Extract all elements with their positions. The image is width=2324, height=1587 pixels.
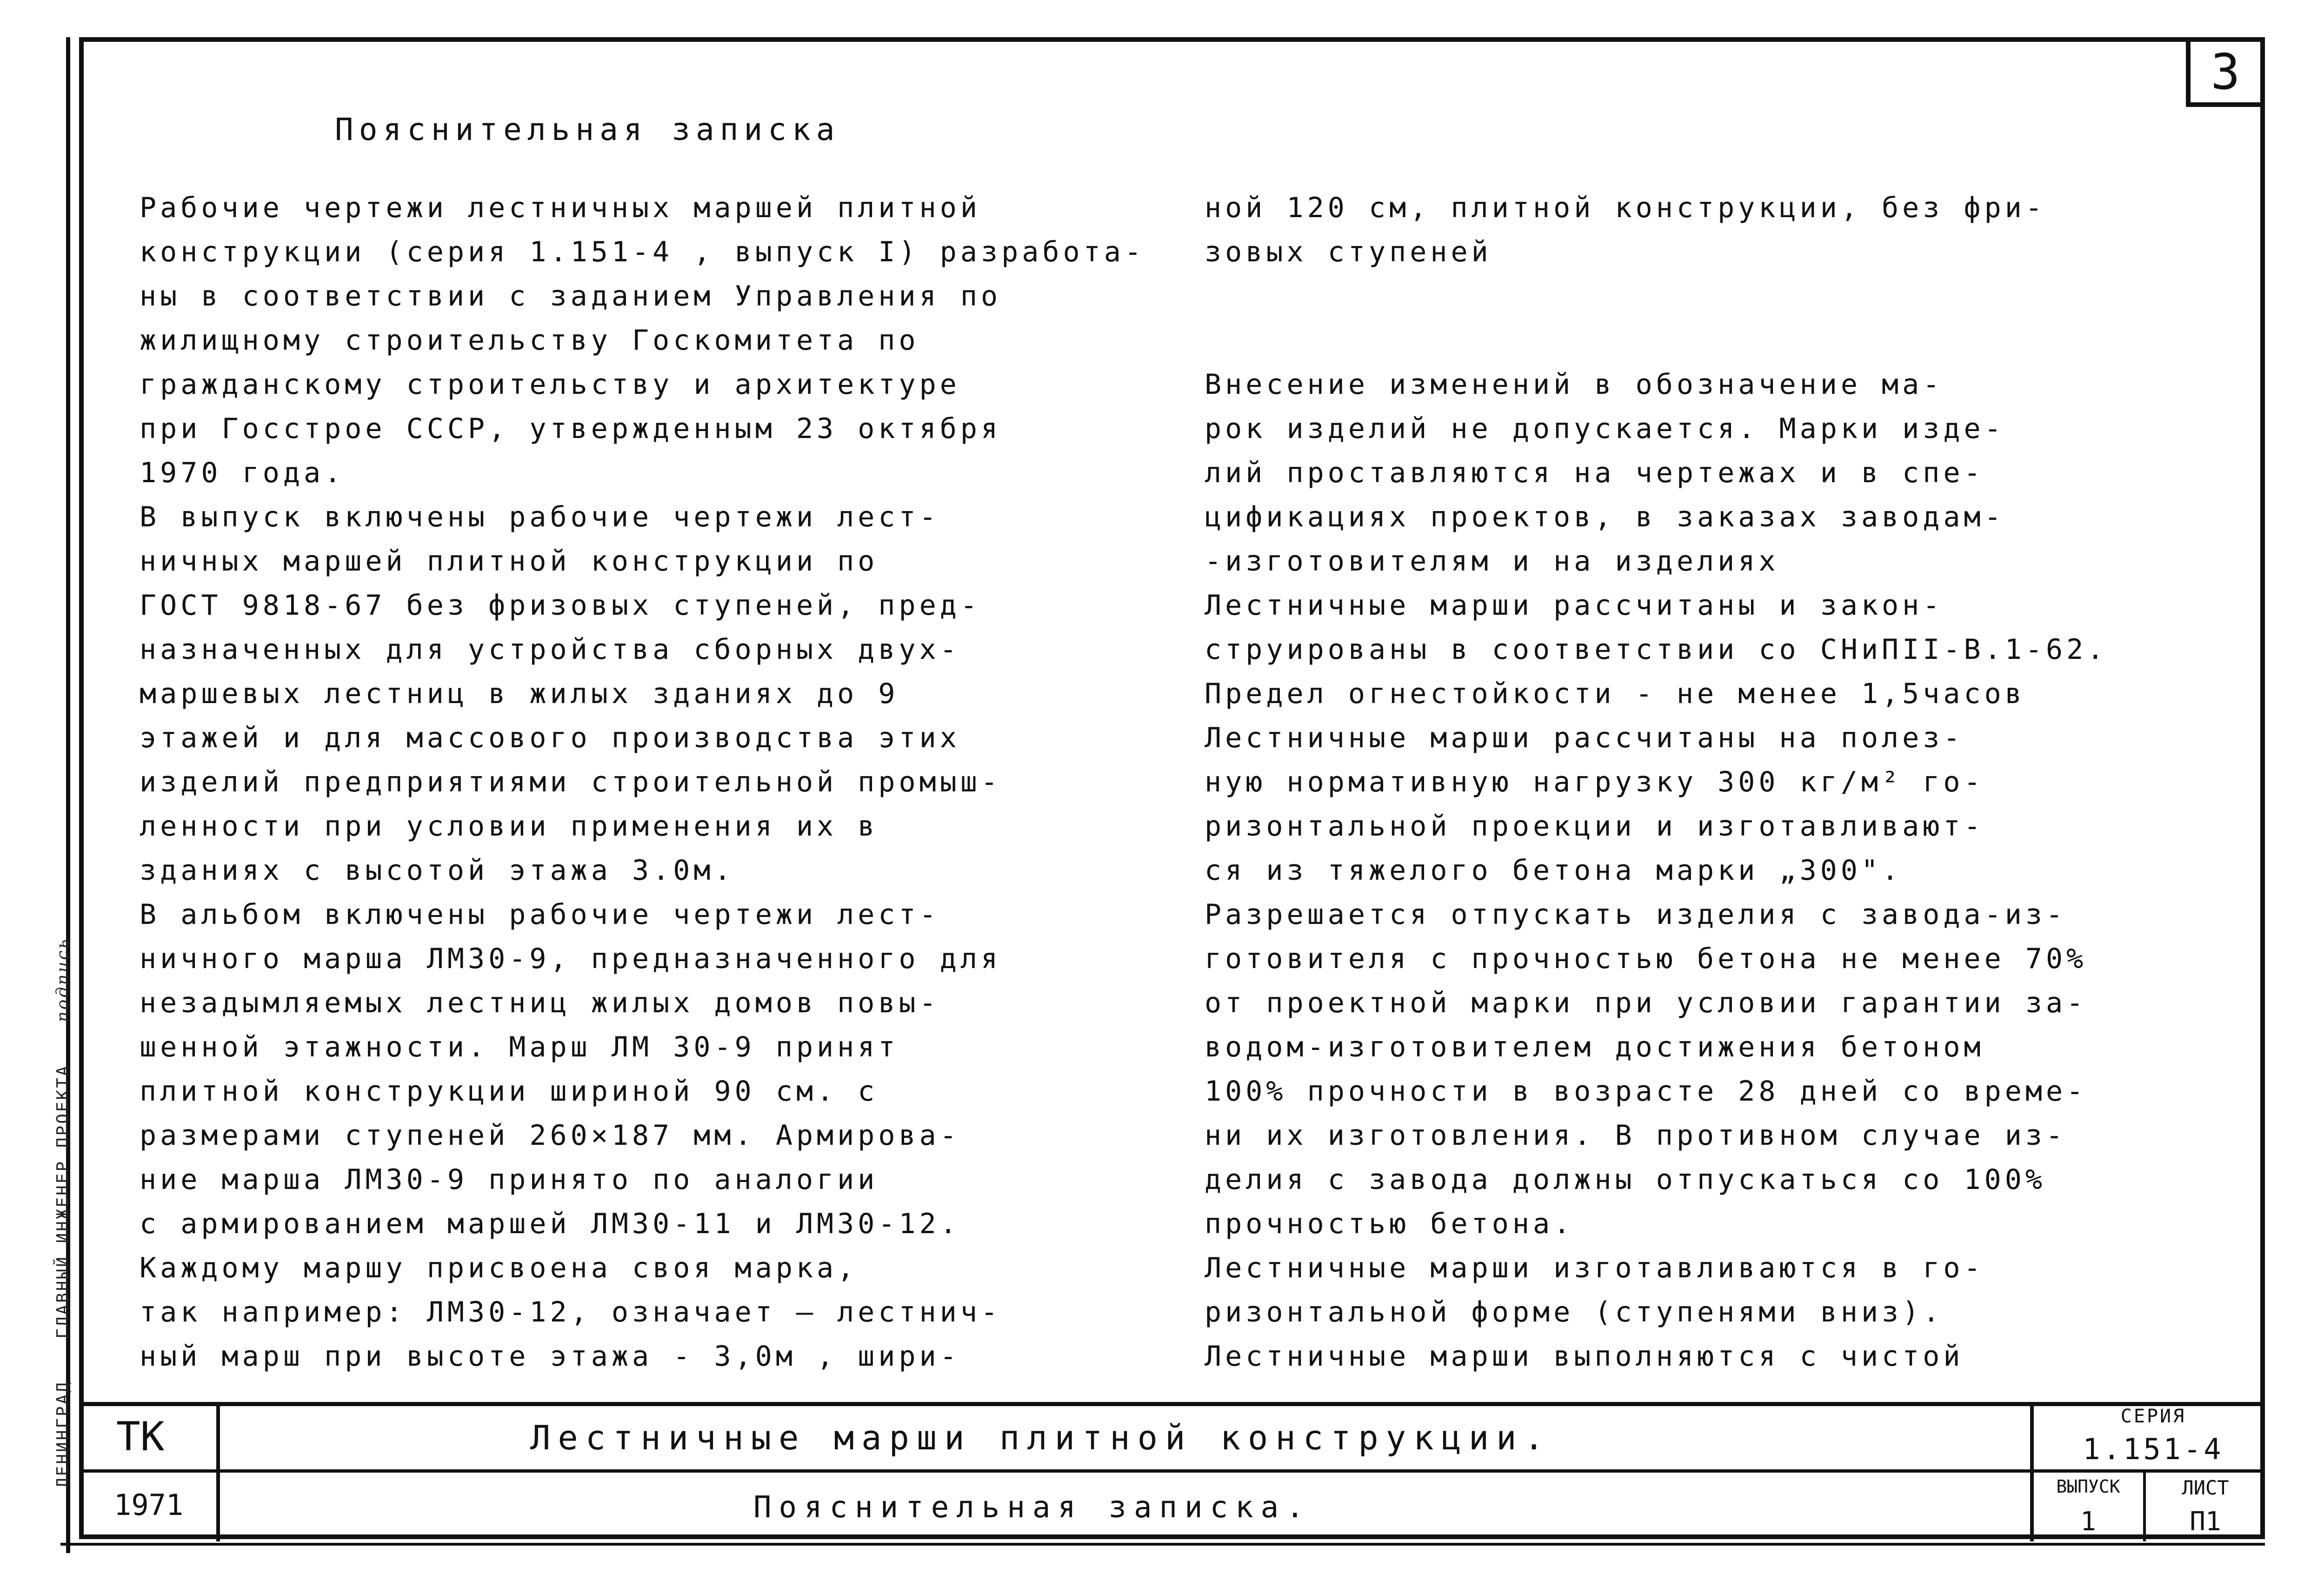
title-block-mid-rule	[79, 1469, 2265, 1473]
text-line: ный марш при высоте этажа - 3,0м , шири-	[140, 1340, 960, 1373]
text-line: Лестничные марши рассчитаны и закон-	[1205, 589, 1944, 622]
text-line: зовых ступеней	[1205, 236, 1492, 268]
title-block-subtitle: Пояснительная записка.	[753, 1490, 1312, 1525]
text-line: этажей и для массового производства этих	[140, 722, 960, 754]
text-line: ную нормативную нагрузку 300 кг/м² го-	[1205, 766, 1984, 798]
text-line: шенной этажности. Марш ЛМ 30-9 принят	[140, 1031, 899, 1063]
title-block-title: Лестничные марши плитной конструкции.	[530, 1418, 1552, 1457]
text-line: ны в соответствии с заданием Управления по	[140, 280, 1002, 312]
text-line: незадымляемых лестниц жилых домов повы-	[140, 987, 940, 1019]
stamp-org: ГЛАВНЫЙ ИНЖЕНЕР ПРОЕКТА	[53, 1064, 73, 1339]
issue-value: 1	[2080, 1507, 2096, 1537]
text-line	[1205, 274, 2228, 319]
title-block-top-rule	[79, 1402, 2265, 1406]
page-title: Пояснительная записка	[335, 112, 840, 147]
sheet-number: 3	[2211, 44, 2240, 100]
text-line: ленности при условии применения их в	[140, 810, 879, 843]
issue-label: ВЫПУСК	[2056, 1476, 2120, 1497]
text-line: Лестничные марши рассчитаны на полез-	[1205, 722, 1964, 754]
title-block-divider	[216, 1402, 220, 1541]
text-line	[1205, 319, 2228, 363]
text-line: от проектной марки при условии гарантии за-	[1205, 987, 2087, 1019]
text-line: ной 120 см, плитной конструкции, без фри-	[1205, 192, 2046, 224]
text-line: при Госстрое СССР, утвержденным 23 октября	[140, 412, 1002, 445]
text-line: конструкции (серия 1.151-4 , выпуск I) разработа-	[140, 236, 1145, 268]
text-line: 1970 года.	[140, 457, 345, 489]
text-line: ГОСТ 9818-67 без фризовых ступеней, пред-	[140, 589, 981, 622]
text-line: ризонтальной форме (ступенями вниз).	[1205, 1296, 1944, 1328]
text-line: водом-изготовителем достижения бетоном	[1205, 1031, 1984, 1063]
text-line: Предел огнестойкости - не менее 1,5часов	[1205, 677, 2025, 710]
text-line: цификациях проектов, в заказах заводам-	[1205, 501, 2005, 533]
text-line: лий проставляются на чертежах и в спе-	[1205, 457, 1984, 489]
text-line: Разрешается отпускать изделия с завода-из-	[1205, 898, 2067, 931]
series-label: СЕРИЯ	[2120, 1406, 2186, 1427]
text-line: назначенных для устройства сборных двух-	[140, 633, 960, 666]
text-line: ни их изготовления. В противном случае из-	[1205, 1119, 2067, 1152]
sheet-label: ЛИСТ	[2182, 1476, 2229, 1499]
text-line: 100% прочности в возрасте 28 дней со време-	[1205, 1075, 2087, 1108]
text-line: гражданскому строительству и архитектуре	[140, 368, 960, 401]
text-line: изделий предприятиями строительной промыш-	[140, 766, 1002, 798]
text-line: Каждому маршу присвоена своя марка,	[140, 1252, 858, 1284]
stamp-signature: подпись	[53, 937, 73, 1023]
text-line: ние марша ЛМ30-9 принято по аналогии	[140, 1163, 879, 1196]
right-text-column	[1205, 186, 2228, 1379]
text-line: ризонтальной проекции и изготавливают-	[1205, 810, 1984, 843]
title-block-year: 1971	[114, 1488, 184, 1522]
text-line: делия с завода должны отпускаться со 100%	[1205, 1163, 2046, 1196]
text-line: зданиях с высотой этажа 3.0м.	[140, 854, 735, 887]
text-line: Лестничные марши изготавливаются в го-	[1205, 1252, 1984, 1284]
text-line: -изготовителям и на изделиях	[1205, 545, 1779, 578]
left-text-column	[140, 186, 1163, 1379]
text-line: размерами ступеней 260×187 мм. Армирова-	[140, 1119, 960, 1152]
text-line: так например: ЛМ30-12, означает — лестнич-	[140, 1296, 1002, 1328]
text-line: ничного марша ЛМ30-9, предназначенного для	[140, 943, 1002, 975]
text-line: ся из тяжелого бетона марки „300".	[1205, 854, 1903, 887]
text-line: готовителя с прочностью бетона не менее 70%	[1205, 943, 2087, 975]
text-line: струированы в соответствии со СНиПII-В.1-62.	[1205, 633, 2108, 666]
text-line: ничных маршей плитной конструкции по	[140, 545, 879, 578]
bottom-rule	[60, 1543, 2265, 1546]
stamp-city: ЛЕНИНГРАД	[53, 1380, 73, 1488]
text-line: плитной конструкции шириной 90 см. с	[140, 1075, 879, 1108]
text-line: Рабочие чертежи лестничных маршей плитной	[140, 192, 981, 224]
text-line: В альбом включены рабочие чертежи лест-	[140, 898, 940, 931]
text-line: с армированием маршей ЛМ30-11 и ЛМ30-12.	[140, 1208, 960, 1240]
text-line: жилищному строительству Госкомитета по	[140, 324, 919, 357]
text-line: прочностью бетона.	[1205, 1208, 1574, 1240]
side-stamp	[30, 0, 95, 1488]
title-block-org: ТК	[116, 1414, 165, 1460]
sheet-value: П1	[2190, 1507, 2221, 1537]
text-line: Внесение изменений в обозначение ма-	[1205, 368, 1944, 401]
text-line: Лестничные марши выполняются с чистой	[1205, 1340, 1964, 1373]
series-value: 1.151-4	[2083, 1432, 2224, 1466]
text-line: рок изделий не допускается. Марки изде-	[1205, 412, 2005, 445]
text-line: В выпуск включены рабочие чертежи лест-	[140, 501, 940, 533]
sheet-number-box	[2186, 37, 2265, 107]
text-line: маршевых лестниц в жилых зданиях до 9	[140, 677, 899, 710]
